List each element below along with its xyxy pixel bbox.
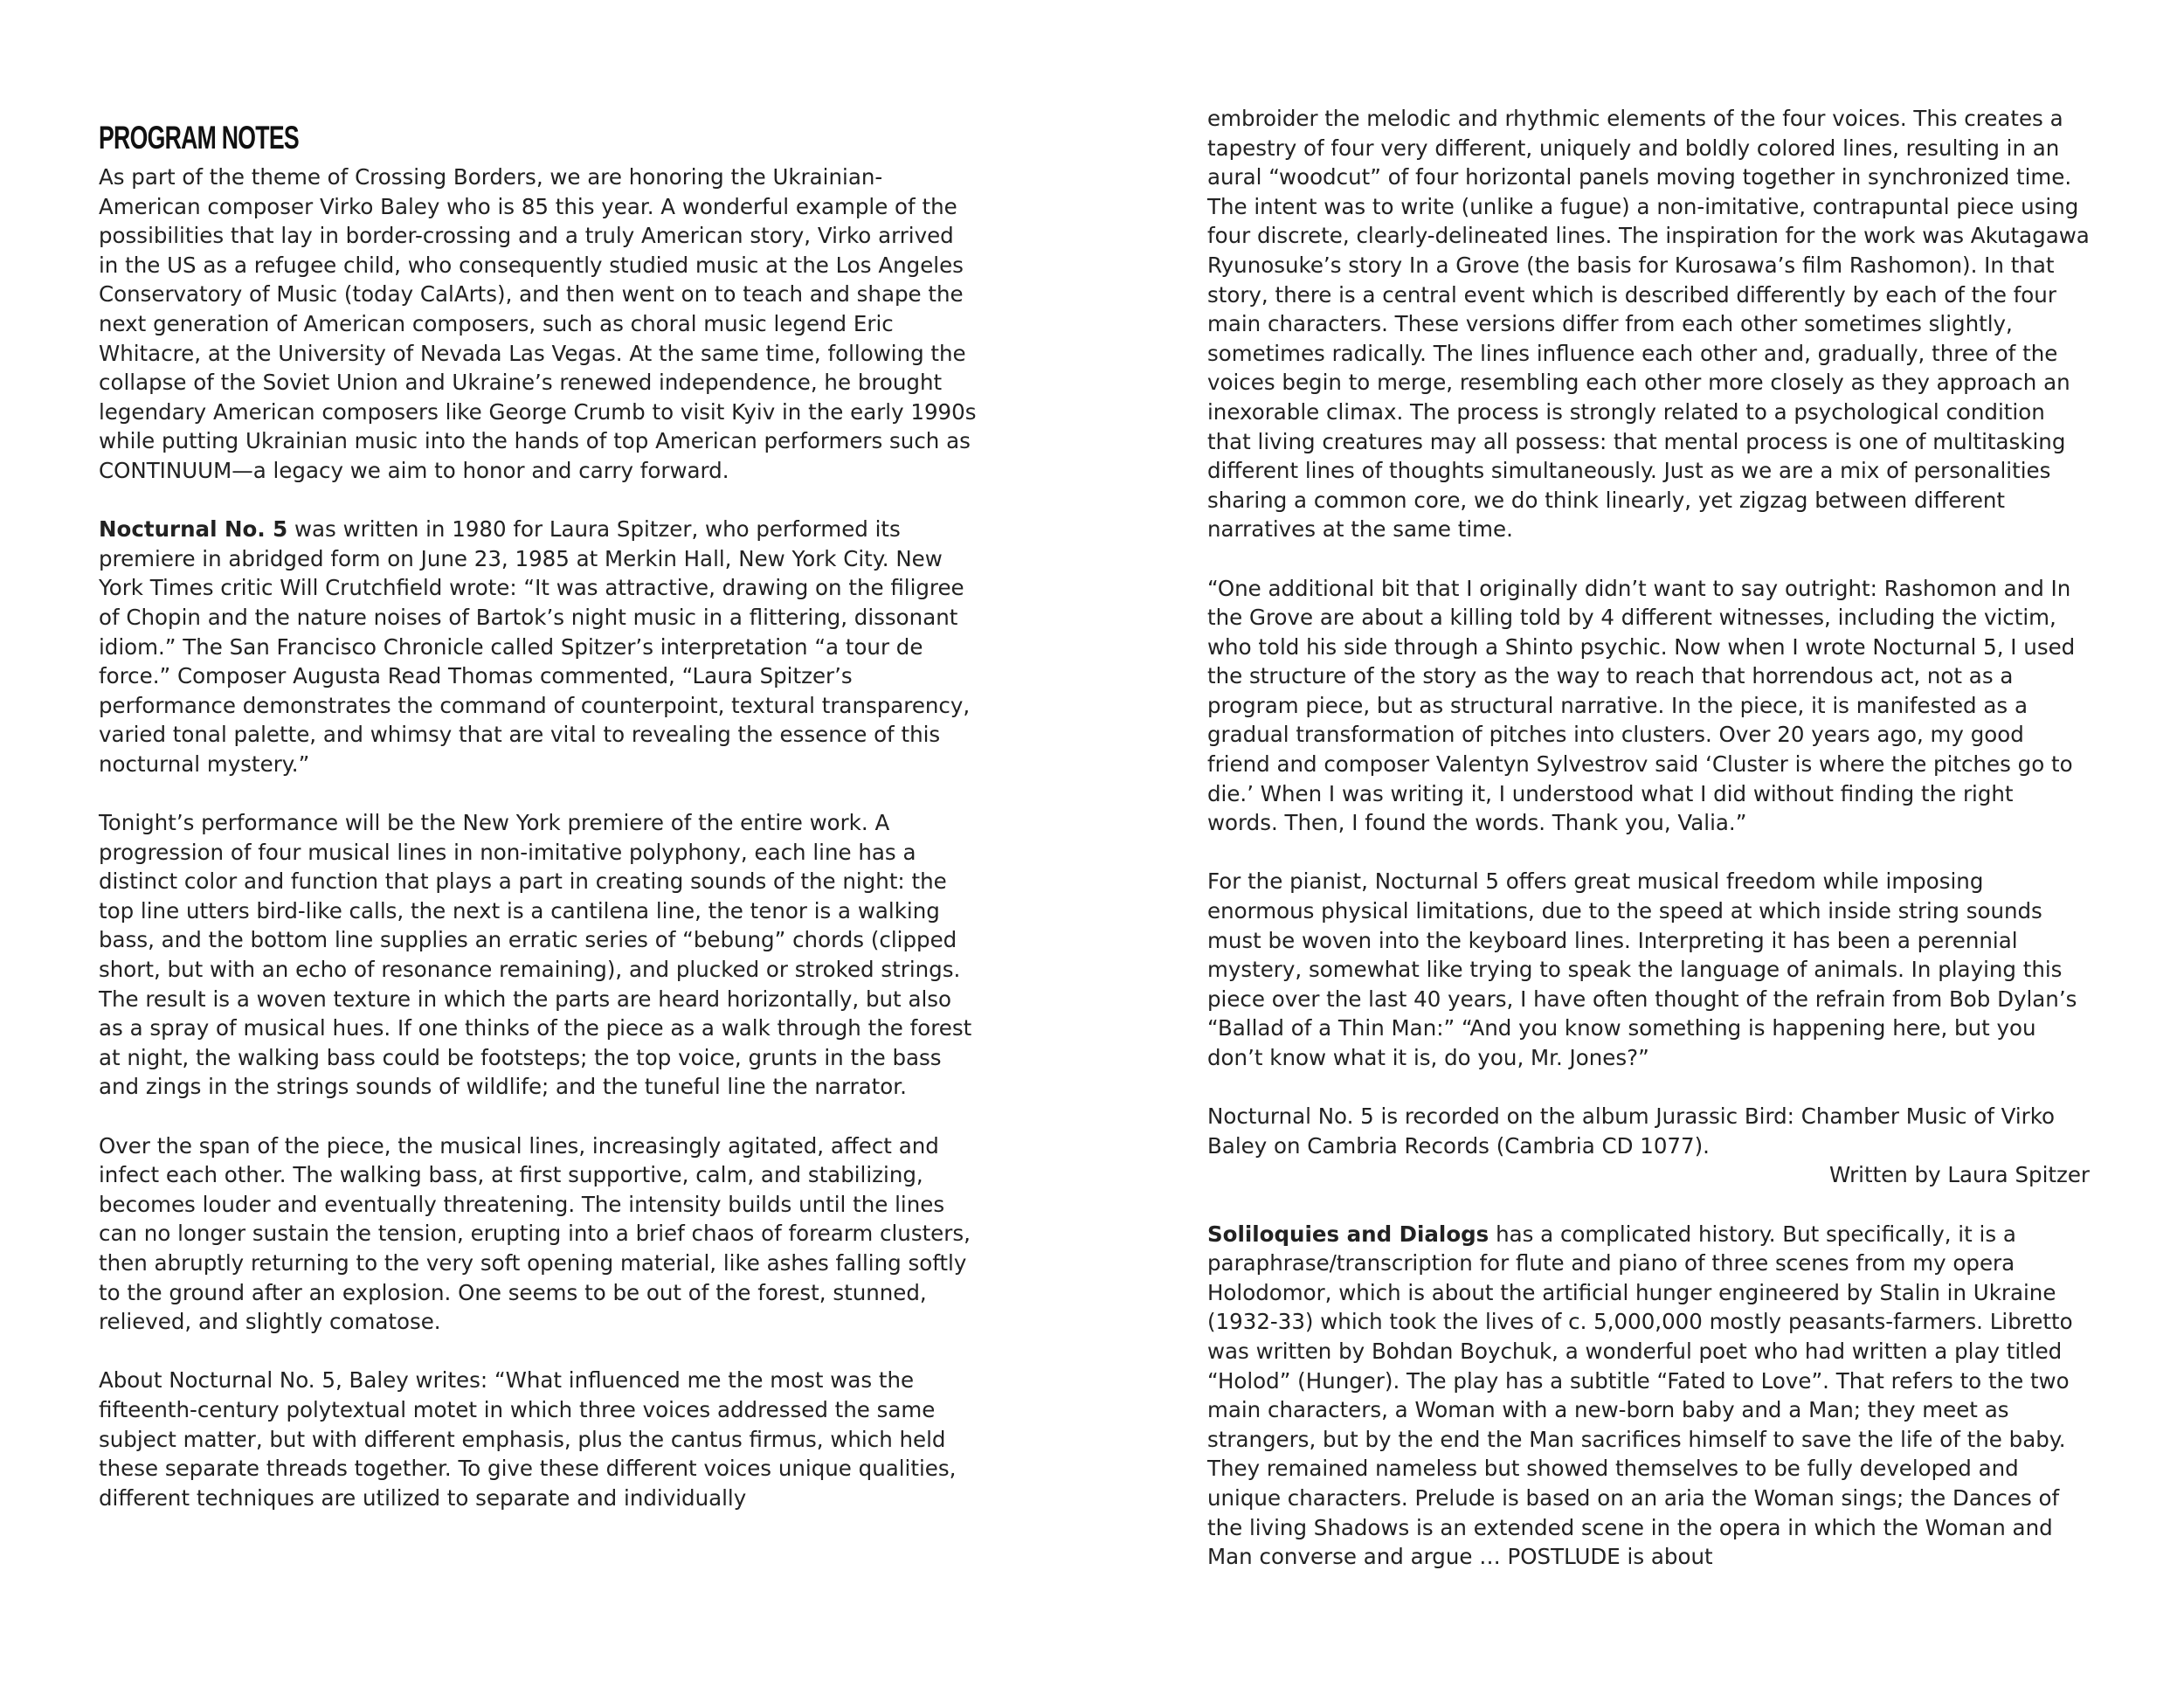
nocturnal-premiere-text: was written in 1980 for Laura Spitzer, who performed its premiere in abridged form on June 23, 1985 at Merkin Hall, New York City. New York Times critic Will Crutchfield wrote: “It was attractive, drawing on the filigree of Chopin and the nature noises of Bartok’s night music in a flittering, dissonant idiom.” The San Francisco Chronicle called Spitzer’s interpretation “a tour de force.” Composer Augusta Read Thomas commented, “Laura Spitzer’s performance demonstrates the command of counterpoint, textural transparency, varied tonal palette, and whimsy that are vital to revealing the essence of this nocturnal mystery.”: [99, 516, 971, 777]
recording-paragraph: Nocturnal No. 5 is recorded on the album Jurassic Bird: Chamber Music of Virko Baley on Cambria Records (Cambria CD 1077).: [1207, 1103, 2056, 1159]
baley-quote-paragraph: About Nocturnal No. 5, Baley writes: “What influenced me the most was the fifteenth-century polytextual motet in which three voices addressed the same subject matter, but with different emphasis, plus the cantus firmus, which held these separate threads together. To give these different voices unique qualities, different techniques are utilized to separate and individually: [99, 1367, 957, 1511]
left-page-column: [99, 121, 977, 1512]
page-heading: PROGRAM NOTES: [99, 120, 299, 156]
nocturnal-description-paragraph: Tonight’s performance will be the New York premiere of the entire work. A progression of four musical lines in non-imitative polyphony, each line has a distinct color and function that plays a part in creating sounds of the night: the top line utters bird-like calls, the next is a cantilena line, the tenor is a walking bass, and the bottom line supplies an erratic series of “bebung” chords (clipped short, but with an echo of resonance remaining), and plucked or stroked strings. The result is a woven texture in which the parts are heard horizontally, but also as a spray of musical hues. If one thinks of the piece as a walk through the forest at night, the walking bass could be footsteps; the top voice, grunts in the bass and zings in the strings sounds of wildlife; and the tuneful line the narrator.: [99, 810, 972, 1100]
right-page-column: [1207, 104, 2090, 1572]
soliloquies-title: Soliloquies and Dialogs: [1207, 1221, 1489, 1247]
nocturnal-premiere-paragraph: [99, 515, 977, 778]
quote-continuation-paragraph: embroider the melodic and rhythmic elements of the four voices. This creates a tapestry of four very different, uniquely and boldly colored lines, resulting in an aural “woodcut” of four horizontal panels moving together in synchronized time. The intent was to write (unlike a fugue) a non-imitative, contrapuntal piece using four discrete, clearly-delineated lines. The inspiration for the work was Akutagawa Ryunosuke’s story In a Grove (the basis for Kurosawa’s film Rashomon). In that story, there is a central event which is described differently by each of the four main characters. These versions differ from each other sometimes slightly, sometimes radically. The lines influence each other and, gradually, three of the voices begin to merge, resembling each other more closely as they approach an inexorable climax. The process is strongly related to a psychological condition that living creatures may all possess: that mental process is one of multitasking different lines of thoughts simultaneously. Just as we are a mix of personalities sharing a common core, we do think linearly, yet zigzag between different narratives at the same time.: [1207, 106, 2090, 543]
intro-paragraph: As part of the theme of Crossing Borders, we are honoring the Ukrainian-American composer Virko Baley who is 85 this year. A wonderful example of the possibilities that lay in border-crossing and a truly American story, Virko arrived in the US as a refugee child, who consequently studied music at the Los Angeles Conservatory of Music (today CalArts), and then went on to teach and shape the next generation of American composers, such as choral music legend Eric Whitacre, at the University of Nevada Las Vegas. At the same time, following the collapse of the Soviet Union and Ukraine’s renewed independence, he brought legendary American composers like George Crumb to visit Kyiv in the early 1990s while putting Ukrainian music into the hands of top American performers such as CONTINUUM—a legacy we aim to honor and carry forward.: [99, 164, 977, 483]
soliloquies-text: has a complicated history. But specifically, it is a paraphrase/transcription for flute and piano of three scenes from my opera Holodomor, which is about the artificial hunger engineered by Stalin in Ukraine (1932-33) which took the lives of c. 5,000,000 mostly peasants-farmers. Libretto was written by Bohdan Boychuk, a wonderful poet who had written a play titled “Holod” (Hunger). The play has a subtitle “Fated to Love”. That refers to the two main characters, a Woman with a new-born baby and a Man; they meet as strangers, but by the end the Man sacrifices himself to save the life of the baby. They remained nameless but showed themselves to be fully developed and unique characters. Prelude is based on an aria the Woman sings; the Dances of the living Shadows is an extended scene in the opera in which the Woman and Man converse and argue … POSTLUDE is about: [1207, 1221, 2073, 1570]
rashomon-paragraph: “One additional bit that I originally didn’t want to say outright: Rashomon and In the Grove are about a killing told by 4 different witnesses, including the victim, who told his side through a Shinto psychic. Now when I wrote Nocturnal 5, I used the structure of the story as the way to reach that horrendous act, not as a program piece, but as structural narrative. In the piece, it is manifested as a gradual transformation of pitches into clusters. Over 20 years ago, my good friend and composer Valentyn Sylvestrov said ‘Cluster is where the pitches go to die.’ When I was writing it, I understood what I did without finding the right words. Then, I found the words. Thank you, Valia.”: [1207, 575, 2076, 836]
soliloquies-paragraph: [1207, 1220, 2090, 1572]
nocturnal-span-paragraph: Over the span of the piece, the musical lines, increasingly agitated, affect and infect each other. The walking bass, at first supportive, calm, and stabilizing, becomes louder and eventually threatening. The intensity builds until the lines can no longer sustain the tension, erupting into a brief chaos of forearm clusters, then abruptly returning to the very soft opening material, like ashes falling softly to the ground after an explosion. One seems to be out of the forest, stunned, relieved, and slightly comatose.: [99, 1132, 971, 1335]
author-signature: Written by Laura Spitzer: [1828, 1162, 2090, 1188]
pianist-paragraph: For the pianist, Nocturnal 5 offers great musical freedom while imposing enormous physical limitations, due to the speed at which inside string sounds must be woven into the keyboard lines. Interpreting it has been a perennial mystery, somewhat like trying to speak the language of animals. In playing this piece over the last 40 years, I have often thought of the refrain from Bob Dylan’s “Ballad of a Thin Man:” “And you know something is happening here, but you don’t know what it is, do you, Mr. Jones?”: [1207, 868, 2077, 1070]
nocturnal-title: Nocturnal No. 5: [99, 516, 288, 543]
